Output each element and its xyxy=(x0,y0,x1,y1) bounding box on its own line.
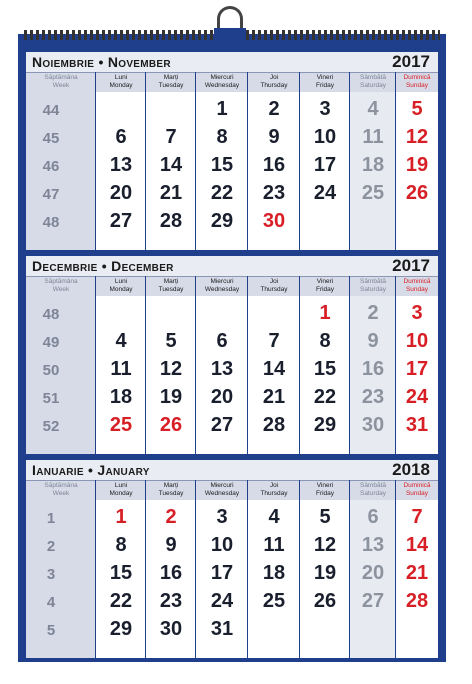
day-cell: 4 xyxy=(367,98,379,120)
day-header-mon xyxy=(96,72,146,92)
day-header-romanian: Joi xyxy=(269,74,279,81)
day-header-thu xyxy=(248,276,300,296)
month-header xyxy=(26,52,438,73)
day-header-romanian: Marți xyxy=(163,74,179,81)
day-header-english: Tuesday xyxy=(158,490,184,497)
day-cell: 9 xyxy=(165,534,177,556)
day-header-english: Tuesday xyxy=(158,82,184,89)
day-header-romanian: Luni xyxy=(114,74,128,81)
day-cell: 6 xyxy=(367,506,379,528)
day-cell: 17 xyxy=(313,154,337,176)
day-cell: 2 xyxy=(367,302,379,324)
day-header-mon xyxy=(96,276,146,296)
day-header-romanian: Miercuri xyxy=(210,482,234,489)
month-panel xyxy=(26,256,438,454)
day-cell: 21 xyxy=(159,182,183,204)
day-cell: 15 xyxy=(109,562,133,584)
day-cell: 23 xyxy=(361,386,385,408)
day-cell: 15 xyxy=(313,358,337,380)
day-cell: 30 xyxy=(361,414,385,436)
day-cell: 29 xyxy=(109,618,133,640)
week-number: 45 xyxy=(42,130,60,147)
day-cell: 22 xyxy=(313,386,337,408)
day-cell: 9 xyxy=(367,330,379,352)
day-cell: 3 xyxy=(411,302,423,324)
day-cell: 26 xyxy=(405,182,429,204)
day-header-english: Saturday xyxy=(359,490,387,497)
day-cell: 21 xyxy=(262,386,286,408)
day-cell: 10 xyxy=(313,126,337,148)
day-cell: 27 xyxy=(361,590,385,612)
day-cell: 15 xyxy=(210,154,234,176)
day-header-fri xyxy=(300,276,350,296)
day-cell: 6 xyxy=(115,126,127,148)
day-header-thu xyxy=(248,72,300,92)
month-header xyxy=(26,460,438,481)
day-cell: 19 xyxy=(405,154,429,176)
day-header-thu xyxy=(248,480,300,500)
day-header-english: Week xyxy=(52,490,70,497)
day-cell: 28 xyxy=(262,414,286,436)
day-header-english: Saturday xyxy=(359,82,387,89)
day-cell: 25 xyxy=(262,590,286,612)
day-cell: 16 xyxy=(262,154,286,176)
day-header-english: Thursday xyxy=(260,490,288,497)
day-cell: 2 xyxy=(165,506,177,528)
day-cell: 12 xyxy=(313,534,337,556)
day-header-sun xyxy=(396,72,438,92)
day-cell: 14 xyxy=(262,358,286,380)
day-cell: 4 xyxy=(268,506,280,528)
day-cell: 29 xyxy=(313,414,337,436)
day-header-fri xyxy=(300,480,350,500)
day-header-english: Wednesday xyxy=(204,286,240,293)
week-number: 50 xyxy=(42,362,60,379)
day-header-romanian: Duminică xyxy=(403,278,431,285)
day-header-romanian: Marți xyxy=(163,278,179,285)
day-cell: 2 xyxy=(268,98,280,120)
day-cell: 5 xyxy=(165,330,177,352)
day-header-romanian: Vineri xyxy=(316,278,334,285)
day-cell: 28 xyxy=(159,210,183,232)
day-cell: 8 xyxy=(115,534,127,556)
day-header-romanian: Vineri xyxy=(316,482,334,489)
day-header-romanian: Sâmbătă xyxy=(359,278,387,285)
day-header-english: Friday xyxy=(315,286,335,293)
day-cell: 13 xyxy=(109,154,133,176)
day-header-english: Wednesday xyxy=(204,82,240,89)
day-cell: 19 xyxy=(159,386,183,408)
day-header-sat xyxy=(350,480,396,500)
day-header-fri xyxy=(300,72,350,92)
day-header-romanian: Luni xyxy=(114,482,128,489)
day-cell: 7 xyxy=(165,126,177,148)
day-header-english: Thursday xyxy=(260,82,288,89)
day-cell: 28 xyxy=(405,590,429,612)
week-number: 48 xyxy=(42,214,60,231)
month-panel xyxy=(26,52,438,250)
day-cell: 10 xyxy=(210,534,234,556)
day-header-english: Week xyxy=(52,286,70,293)
day-header-romanian: Săptămâna xyxy=(44,278,78,285)
day-cell: 29 xyxy=(210,210,234,232)
day-cell: 20 xyxy=(109,182,133,204)
day-cell: 6 xyxy=(216,330,228,352)
month-year: 2017 xyxy=(392,52,430,71)
day-cell: 3 xyxy=(319,98,331,120)
day-header-romanian: Săptămâna xyxy=(44,74,78,81)
day-cell: 12 xyxy=(405,126,429,148)
day-cell: 11 xyxy=(362,126,384,148)
day-header-romanian: Luni xyxy=(114,278,128,285)
day-cell: 14 xyxy=(405,534,429,556)
day-cell: 18 xyxy=(262,562,286,584)
day-cell: 16 xyxy=(159,562,183,584)
day-header-romanian: Joi xyxy=(269,482,279,489)
day-cell: 11 xyxy=(263,534,285,556)
day-cell: 23 xyxy=(159,590,183,612)
day-cell: 13 xyxy=(361,534,385,556)
day-cell: 24 xyxy=(313,182,337,204)
week-number: 49 xyxy=(42,334,60,351)
week-number: 2 xyxy=(46,538,56,555)
day-cell: 25 xyxy=(361,182,385,204)
day-header-wed xyxy=(196,480,248,500)
day-cell: 16 xyxy=(361,358,385,380)
day-header-english: Saturday xyxy=(359,286,387,293)
day-header-mon xyxy=(96,480,146,500)
day-cell: 18 xyxy=(361,154,385,176)
day-cell: 26 xyxy=(159,414,183,436)
day-cell: 3 xyxy=(216,506,228,528)
day-header-english: Wednesday xyxy=(204,490,240,497)
day-header-week xyxy=(26,276,96,296)
week-number: 44 xyxy=(42,102,60,119)
week-number: 4 xyxy=(46,594,56,611)
day-header-english: Monday xyxy=(109,82,133,89)
day-header-english: Thursday xyxy=(260,286,288,293)
day-header-sun xyxy=(396,276,438,296)
day-header-romanian: Duminică xyxy=(403,74,431,81)
week-number: 46 xyxy=(42,158,60,175)
day-cell: 13 xyxy=(210,358,234,380)
day-header-english: Monday xyxy=(109,490,133,497)
day-cell: 30 xyxy=(262,210,286,232)
day-header-tue xyxy=(146,480,196,500)
day-cell: 10 xyxy=(405,330,429,352)
week-number: 1 xyxy=(46,510,56,527)
day-header-wed xyxy=(196,276,248,296)
day-header-romanian: Duminică xyxy=(403,482,431,489)
day-cell: 14 xyxy=(159,154,183,176)
day-header-wed xyxy=(196,72,248,92)
day-header-romanian: Săptămâna xyxy=(44,482,78,489)
week-number: 51 xyxy=(42,390,60,407)
day-header-romanian: Miercuri xyxy=(210,74,234,81)
day-cell: 1 xyxy=(319,302,331,324)
day-header-english: Friday xyxy=(315,490,335,497)
day-header-sat xyxy=(350,276,396,296)
day-header-tue xyxy=(146,276,196,296)
day-cell: 31 xyxy=(210,618,234,640)
day-cell: 7 xyxy=(411,506,423,528)
day-header-english: Sunday xyxy=(405,286,429,293)
day-cell: 12 xyxy=(159,358,183,380)
day-header-sun xyxy=(396,480,438,500)
day-cell: 20 xyxy=(210,386,234,408)
month-title: Noiembrie • November xyxy=(32,54,171,70)
month-year: 2017 xyxy=(392,256,430,275)
day-cell: 9 xyxy=(268,126,280,148)
day-cell: 31 xyxy=(405,414,429,436)
day-cell: 30 xyxy=(159,618,183,640)
day-header-romanian: Vineri xyxy=(316,74,334,81)
day-cell: 17 xyxy=(405,358,429,380)
day-cell: 26 xyxy=(313,590,337,612)
day-cell: 5 xyxy=(411,98,423,120)
day-cell: 18 xyxy=(109,386,133,408)
day-cell: 27 xyxy=(109,210,133,232)
day-cell: 7 xyxy=(268,330,280,352)
day-header-english: Sunday xyxy=(405,82,429,89)
day-header-romanian: Joi xyxy=(269,278,279,285)
month-title: Ianuarie • January xyxy=(32,462,150,478)
day-cell: 17 xyxy=(210,562,234,584)
day-cell: 22 xyxy=(210,182,234,204)
week-number: 52 xyxy=(42,418,60,435)
day-header-english: Tuesday xyxy=(158,286,184,293)
day-cell: 24 xyxy=(210,590,234,612)
week-number: 3 xyxy=(46,566,56,583)
day-cell: 22 xyxy=(109,590,133,612)
day-header-english: Sunday xyxy=(405,490,429,497)
day-header-english: Friday xyxy=(315,82,335,89)
day-header-week xyxy=(26,480,96,500)
day-cell: 19 xyxy=(313,562,337,584)
day-cell: 24 xyxy=(405,386,429,408)
day-header-sat xyxy=(350,72,396,92)
day-header-english: Monday xyxy=(109,286,133,293)
day-header-romanian: Marți xyxy=(163,482,179,489)
day-header-english: Week xyxy=(52,82,70,89)
day-header-romanian: Sâmbătă xyxy=(359,74,387,81)
day-cell: 27 xyxy=(210,414,234,436)
day-cell: 8 xyxy=(319,330,331,352)
month-title: Decembrie • December xyxy=(32,258,174,274)
day-cell: 23 xyxy=(262,182,286,204)
day-cell: 25 xyxy=(109,414,133,436)
month-panel xyxy=(26,460,438,658)
day-cell: 20 xyxy=(361,562,385,584)
day-header-tue xyxy=(146,72,196,92)
wire-binding-gap xyxy=(214,28,246,42)
day-cell: 5 xyxy=(319,506,331,528)
day-header-week xyxy=(26,72,96,92)
day-cell: 21 xyxy=(405,562,429,584)
week-number: 5 xyxy=(46,622,56,639)
day-cell: 1 xyxy=(115,506,127,528)
day-cell: 1 xyxy=(216,98,228,120)
week-number: 47 xyxy=(42,186,60,203)
week-number: 48 xyxy=(42,306,60,323)
month-year: 2018 xyxy=(392,460,430,479)
day-header-romanian: Sâmbătă xyxy=(359,482,387,489)
day-cell: 8 xyxy=(216,126,228,148)
day-header-romanian: Miercuri xyxy=(210,278,234,285)
month-header xyxy=(26,256,438,277)
day-cell: 4 xyxy=(115,330,127,352)
day-cell: 11 xyxy=(110,358,132,380)
